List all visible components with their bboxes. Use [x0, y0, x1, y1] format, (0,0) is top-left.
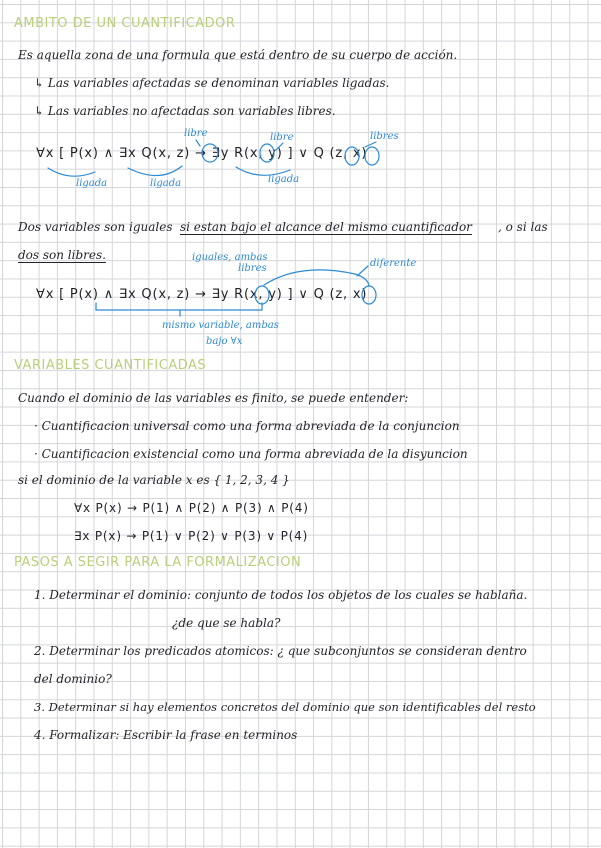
equation-exists: ∃x P(x) → P(1) ∨ P(2) ∨ P(3) ∨ P(4)	[74, 529, 309, 543]
ligada-arc-2	[128, 166, 182, 176]
step-4: 4. Formalizar: Escribir la frase en terminos	[34, 728, 298, 742]
formula-2: ∀x [ P(x) ∧ ∃x Q(x, z) → ∃y R(x, y) ] ∨ Q (z, x)	[36, 287, 368, 302]
label-libres: libres	[370, 131, 399, 142]
list-universal: · Cuantificacion universal como una forma abreviada de la conjuncion	[34, 419, 460, 433]
label-ligada-2: ligada	[150, 178, 182, 189]
label-libre-1: libre	[184, 128, 208, 139]
label-ligada-1: ligada	[76, 178, 108, 189]
ligada-arc-1	[48, 168, 95, 176]
label-ligada-3: ligada	[268, 174, 300, 185]
step-1-question: ¿de que se habla?	[172, 616, 281, 630]
domain-example: si el dominio de la variable x es { 1, 2, 3, 4 }	[18, 473, 290, 487]
step-2: 2. Determinar los predicados atomicos: ¿ que subconjuntos se consideran dentro	[34, 644, 527, 658]
label-iguales: iguales, ambas	[192, 252, 268, 263]
bullet-libres: ↳ Las variables no afectadas son variables libres.	[34, 104, 336, 118]
equal-vars-underlined: si estan bajo el alcance del mismo cuantificador	[180, 220, 472, 234]
formula-1: ∀x [ P(x) ∧ ∃x Q(x, z) → ∃y R(x, y) ] ∨ Q (z, x)	[36, 146, 368, 161]
equal-vars-c: , o si las	[498, 220, 548, 234]
misma-bracket	[96, 303, 262, 310]
label-libre-2: libre	[270, 132, 294, 143]
step-1: 1. Determinar el dominio: conjunto de todos los objetos de los cuales se hablaña.	[34, 588, 528, 602]
equal-vars-a: Dos variables son iguales	[18, 220, 173, 234]
diferente-pointer	[357, 266, 368, 276]
heading-variables-cuantificadas: VARIABLES CUANTIFICADAS	[14, 358, 207, 373]
equation-forall: ∀x P(x) → P(1) ∧ P(2) ∧ P(3) ∧ P(4)	[74, 501, 309, 515]
iguales-arc	[264, 270, 369, 286]
step-2-cont: del dominio?	[34, 672, 112, 686]
label-bajo-forall: bajo ∀x	[206, 336, 243, 347]
equal-vars-line2: dos son libres.	[18, 248, 106, 262]
bullet-ligadas: ↳ Las variables afectadas se denominan variables ligadas.	[34, 76, 390, 90]
label-diferente: diferente	[370, 258, 417, 269]
heading-ambito: AMBITO DE UN CUANTIFICADOR	[14, 16, 236, 31]
heading-pasos: PASOS A SEGIR PARA LA FORMALIZACION	[14, 555, 302, 570]
finite-domain-text: Cuando el dominio de las variables es finito, se puede entender:	[18, 391, 409, 405]
step-3: 3. Determinar si hay elementos concretos del dominio que son identificables del resto	[34, 700, 536, 714]
definition-text: Es aquella zona de una formula que está dentro de su cuerpo de acción.	[18, 48, 458, 62]
label-misma-variable: mismo variable, ambas	[162, 320, 279, 331]
list-existencial: · Cuantificacion existencial como una forma abreviada de la disyuncion	[34, 447, 468, 461]
label-ambas-libres: libres	[238, 263, 267, 274]
